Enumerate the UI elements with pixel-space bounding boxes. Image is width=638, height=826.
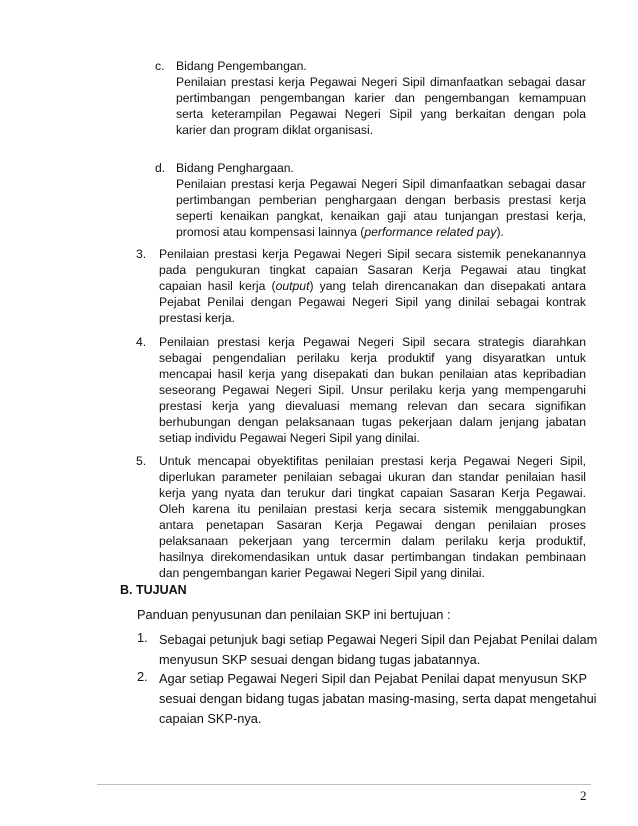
item-3-line3-text: capaian hasil kerja ( [159, 279, 276, 293]
item-3-line: Penilaian prestasi kerja Pegawai Negeri Sipil secara sistemik penekanannya [159, 247, 586, 261]
tujuan-item-2 [159, 669, 597, 729]
item-d-marker: d. [155, 161, 166, 175]
item-3-italic-term: output [275, 279, 310, 293]
item-5-line: Oleh karena itu penilaian prestasi kerja secara sistemik menggabungkan [159, 502, 586, 516]
item-c-title: Bidang Pengembangan. [176, 59, 307, 73]
item-4-marker: 4. [136, 335, 147, 349]
tujuan-item-2-line: sesuai dengan bidang tugas jabatan masing-masing, serta dapat mengetahui [159, 691, 597, 706]
item-3-line: prestasi kerja. [159, 311, 235, 325]
section-b-heading: B. TUJUAN [120, 583, 187, 597]
item-4-line: mencapai hasil kerja yang disepakati dan bukan penilaian atas kepribadian [159, 367, 586, 381]
item-3-line [159, 278, 586, 294]
item-c-marker: c. [155, 59, 165, 73]
item-d-last-line-end: ). [496, 225, 504, 239]
section-b-intro: Panduan penyusunan dan penilaian SKP ini bertujuan : [137, 607, 451, 622]
item-d-line: Penilaian prestasi kerja Pegawai Negeri Sipil dimanfaatkan sebagai dasar [176, 177, 586, 191]
item-c [176, 58, 586, 138]
item-c-line: karier dan program diklat organisasi. [176, 123, 374, 137]
item-5-line: hasilnya direkomendasikan untuk dasar pertimbangan tindakan pembinaan [159, 550, 586, 564]
item-5-line: dan pengembangan karier Pegawai Negeri Sipil yang dinilai. [159, 566, 485, 580]
footer-divider [97, 784, 591, 785]
item-5-line: diperlukan parameter penilaian sebagai ukuran dan standar penilaian hasil [159, 470, 586, 484]
item-3-line: pada pengukuran tingkat capaian Sasaran Kerja Pegawai atau tingkat [159, 263, 586, 277]
item-c-line: pertimbangan pengembangan karier dan pengembangan kemampuan [176, 91, 586, 105]
item-d-line: seperti kenaikan pangkat, kenaikan gaji atau tunjangan prestasi kerja, [176, 209, 586, 223]
item-5-line: pelaksanaan pekerjaan yang tercermin dalam perilaku kerja produktif, [159, 534, 586, 548]
item-4 [159, 334, 586, 446]
item-5-line: kerja yang nyata dan terukur dari tingkat capaian Sasaran Kerja Pegawai. [159, 486, 586, 500]
item-5 [159, 453, 586, 581]
tujuan-item-2-line: Agar setiap Pegawai Negeri Sipil dan Pejabat Penilai dapat menyusun SKP [159, 671, 587, 686]
item-3-marker: 3. [136, 247, 147, 261]
tujuan-item-1-line: Sebagai petunjuk bagi setiap Pegawai Negeri Sipil dan Pejabat Penilai dalam [159, 632, 598, 647]
item-d-line: pertimbangan pemberian penghargaan dengan berbasis prestasi kerja [176, 193, 586, 207]
item-c-line: serta keterampilan Pegawai Negeri Sipil yang berkaitan dengan pola [176, 107, 586, 121]
item-5-line: Untuk mencapai obyektifitas penilaian prestasi kerja Pegawai Negeri Sipil, [159, 454, 586, 468]
item-c-line: Penilaian prestasi kerja Pegawai Negeri Sipil dimanfaatkan sebagai dasar [176, 75, 586, 89]
item-4-line: seseorang Pegawai Negeri Sipil. Unsur perilaku kerja yang mempengaruhi [159, 383, 586, 397]
item-3-line3-end: ) yang telah direncanakan dan disepakati antara [309, 279, 587, 293]
tujuan-item-1-line: menyusun SKP sesuai dengan bidang tugas jabatannya. [159, 652, 481, 667]
item-d-last-line [176, 224, 586, 240]
item-4-line: Penilaian prestasi kerja Pegawai Negeri Sipil secara strategis diarahkan [159, 335, 586, 349]
tujuan-item-2-line: capaian SKP-nya. [159, 711, 262, 726]
tujuan-item-2-marker: 2. [137, 669, 148, 684]
item-d-title: Bidang Penghargaan. [176, 161, 294, 175]
item-d-italic-term: performance related pay [364, 225, 497, 239]
item-5-marker: 5. [136, 454, 147, 468]
item-4-line: setiap individu Pegawai Negeri Sipil yang dinilai. [159, 431, 420, 445]
item-4-line: sebagai pengendalian perilaku kerja produktif yang disyaratkan untuk [159, 351, 586, 365]
item-3-line: Pejabat Penilai dengan Pegawai Negeri Sipil yang dinilai sebagai kontrak [159, 295, 586, 309]
item-5-line: antara penetapan Sasaran Kerja Pegawai dengan penilaian proses [159, 518, 586, 532]
item-3 [159, 246, 586, 326]
tujuan-item-1-marker: 1. [137, 630, 148, 645]
page-number: 2 [580, 788, 587, 803]
item-d-last-line-text: promosi atau kompensasi lainnya ( [176, 225, 365, 239]
tujuan-item-1 [159, 630, 598, 670]
item-4-line: berhubungan dengan pelaksanaan tugas pekerjaan dalam jenjang jabatan [159, 415, 586, 429]
item-4-line: prestasi kerja yang dievaluasi memang relevan dan secara signifikan [159, 399, 586, 413]
item-d [176, 160, 586, 240]
